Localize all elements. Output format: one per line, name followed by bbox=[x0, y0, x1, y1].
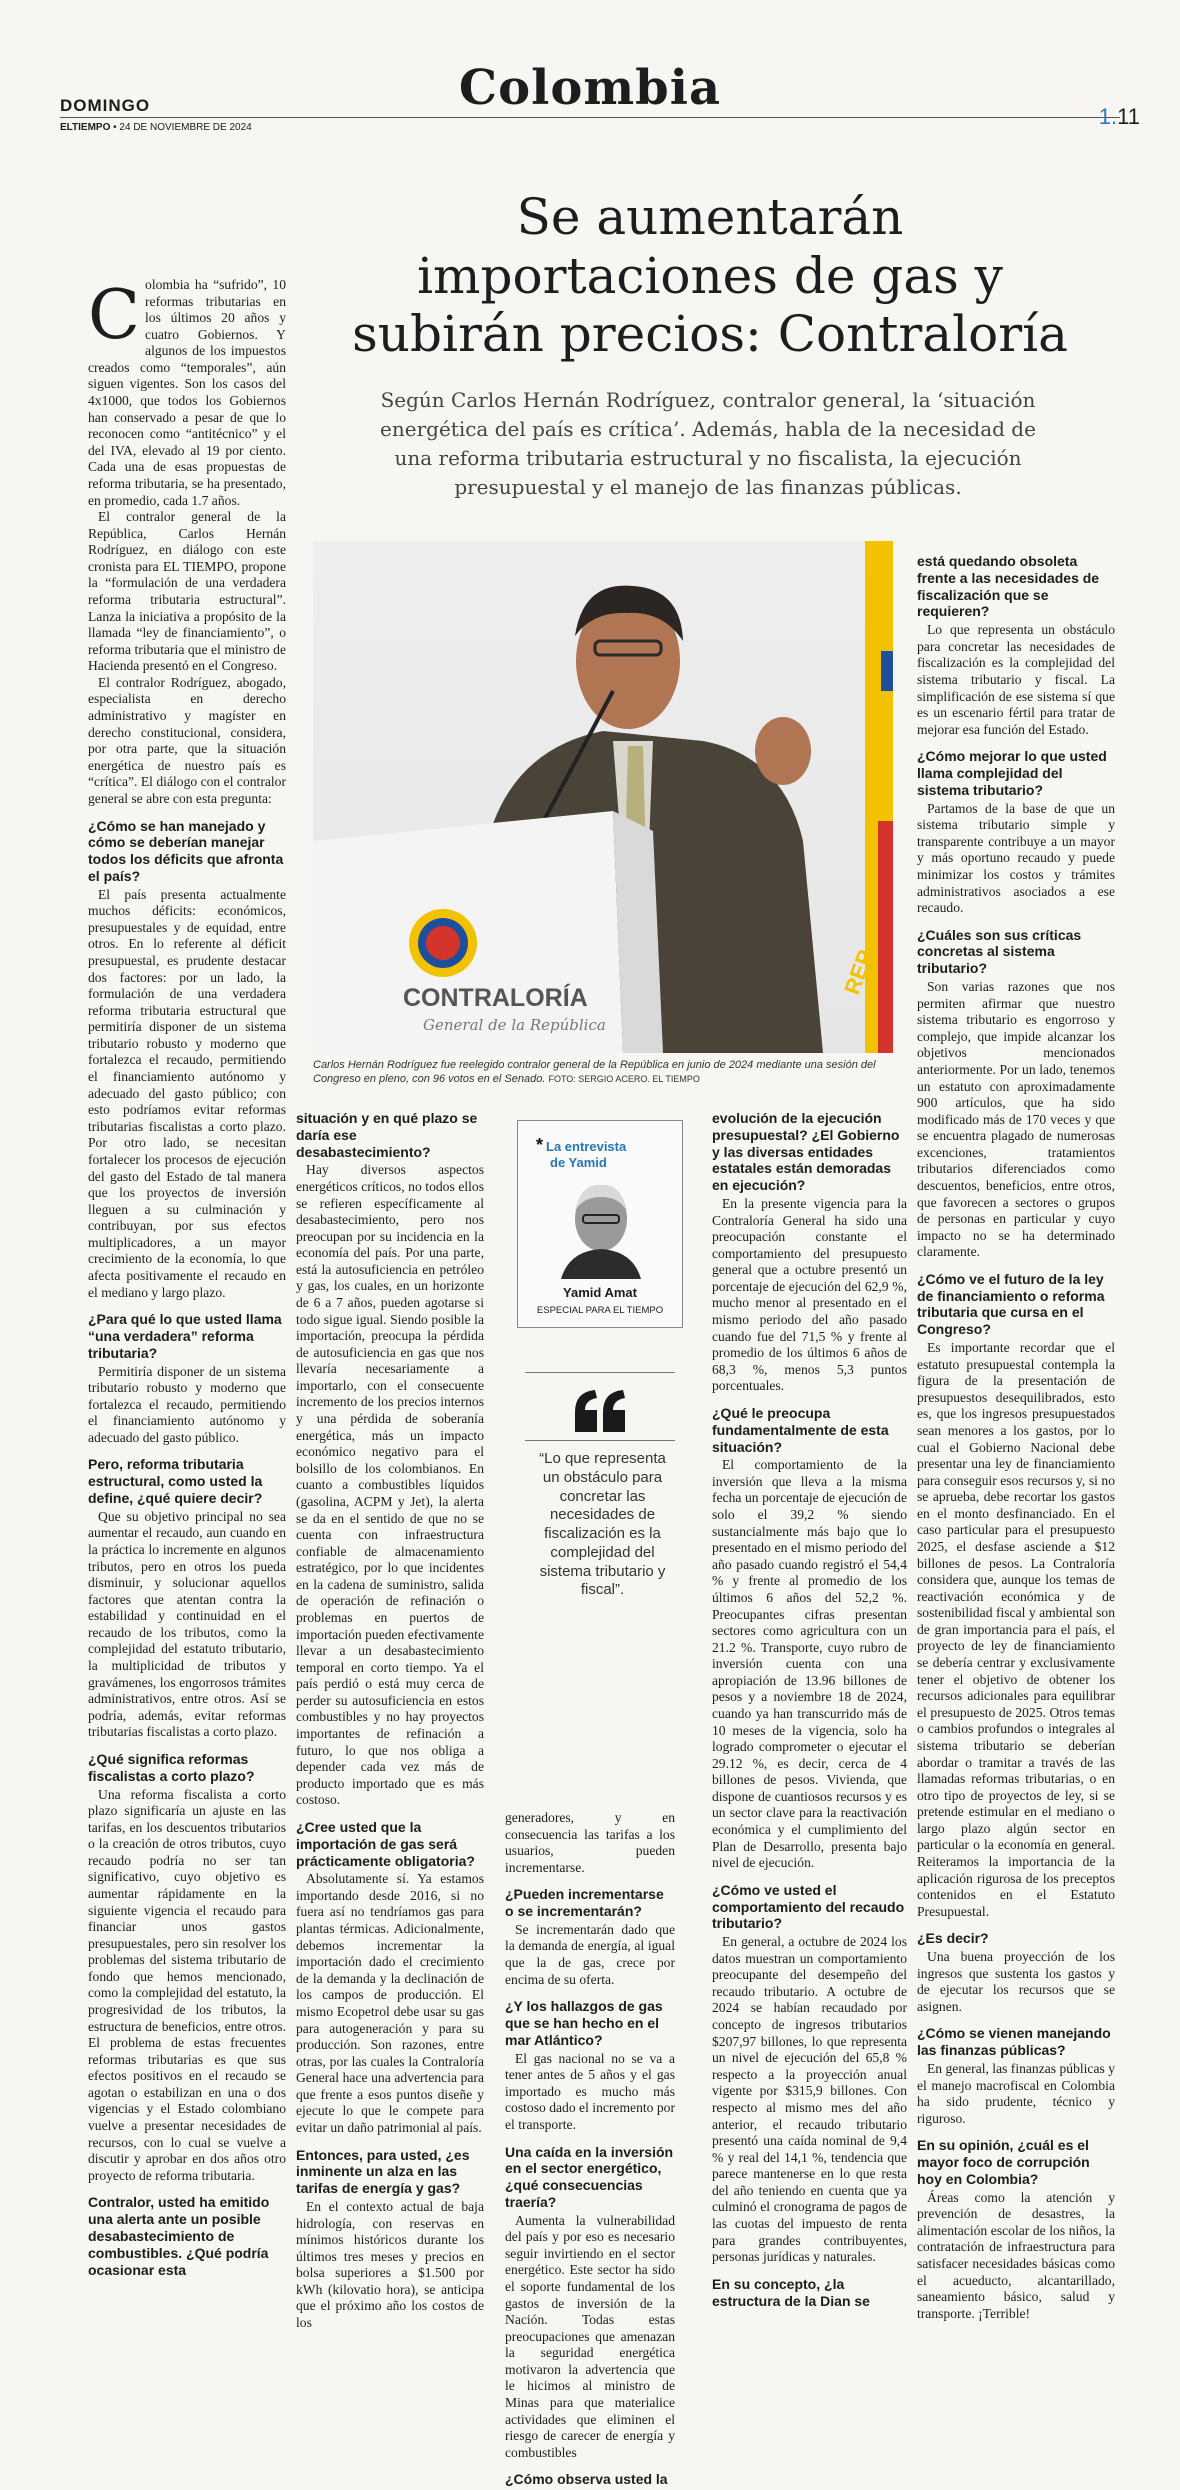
photo-caption bbox=[313, 1058, 903, 1087]
question: Pero, reforma tributaria estructural, como usted la define, ¿qué quiere decir? bbox=[88, 1456, 263, 1507]
answer: Permitiría disponer de un sistema tributario robusto y moderno que fortalezca el recaudo, permitiendo el financiamiento autónomo y adecuado del gasto público. bbox=[88, 1363, 286, 1445]
answer: En general, a octubre de 2024 los datos muestran un comportamiento preocupante del desempeño del recaudo tributario. A octubre de 2024 se habían recaudado por concepto de ingresos tributarios $207,97 billones, lo que representa un nivel de ejecución del 65,8 % respecto a la proyección anual vigente por $315,9 billones. Con respecto al mismo mes del año anterior, el recaudo tributario presentó una caída nominal de 9,4 % y real del 14,1 %, tendencia que parece mantenerse en lo que resta del año teniendo en cuenta que ya culminó el cronograma de pagos de las cuotas del impuesto de renta para grandes contribuyentes, personas jurídicas y naturales. bbox=[712, 1934, 907, 2265]
author-portrait bbox=[561, 1175, 641, 1279]
page-num: 11 bbox=[1117, 104, 1140, 129]
column-4 bbox=[712, 1110, 907, 2311]
page-number bbox=[1099, 104, 1140, 130]
answer: Lo que representa un obstáculo para concretar las necesidades de fiscalización es la complejidad del sistema tributario y fiscal. La simplificación de ese sistema sí que es un escenario fértil para tratar de mejorar esa función del Estado. bbox=[917, 622, 1115, 737]
headline: Se aumentarán importaciones de gas y subirán precios: Contraloría bbox=[352, 188, 1068, 363]
paragraph: El contralor Rodríguez, abogado, especialista en derecho administrativo y magíster en derecho constitucional, considera, por otra parte, que la situación energética de nuestro país es “crítica”. El diálogo con el contralor general se abre con esta pregunta: bbox=[88, 674, 286, 806]
question: ¿Qué significa reformas fiscalistas a corto plazo? bbox=[88, 1750, 255, 1784]
issue-date: • 24 DE NOVIEMBRE DE 2024 bbox=[110, 122, 252, 133]
drop-cap: C bbox=[88, 276, 141, 355]
answer: Hay diversos aspectos energéticos críticos, no todos ellos se refieren específicamente al desabastecimiento, pero nos preocupan por su incidencia en la economía del país. Por una parte, está la autosuficiencia en petróleo y gas, los cuales, en un horizonte de 6 a 7 años, pueden agotarse si todo sigue igual. Siendo posible la importación, preocupa la pérdida de autosuficiencia en gas que nos llevaría necesariamente a importarlo, con el consecuente incremento de los precios internos y una pérdida de soberanía energética, más un impacto económico negativo para el bolsillo de los colombianos. En cuanto a combustibles líquidos (gasolina, ACPM y Jet), la alerta se da en el sentido de que no se cuenta con infraestructura confiable de almacenamiento estratégico, por lo que incidentes en la cadena de suministro, salida de operación de refinación o problemas en puertos de importación pueden efectivamente llevar a un desabastecimiento temporal en corto tiempo. Ya el país perdió o está muy cerca de perder su autosuficiencia en estos combustibles y no hay proyectos importantes de refinación a futuro, lo que nos obliga a depender cada vez más de producto importado que es más costoso. bbox=[296, 1162, 484, 1808]
answer: En el contexto actual de baja hidrología, con reservas en mínimos históricos durante los últimos tres meses y precios en bolsa superiores a $1.500 por kWh (kilovatio hora), se anticipa que el próximo año los costos de los bbox=[296, 2198, 484, 2331]
answer: Que su objetivo principal no sea aumentar el recaudo, aun cuando en la práctica lo incremente en algunos tributos, pero en otros los pueda disminuir, y solucionar aquellos factores que atentan contra la estabilidad y continuidad en el recaudo de los tributos, como la complejidad del estatuto tributario, la multiplicidad de tributos y gravámenes, los engorrosos trámites administrativos, entre otros. Así se podría, además, evitar reformas tributarias fiscalistas a corto plazo. bbox=[88, 1508, 286, 1740]
quote-rule-mid bbox=[525, 1440, 675, 1441]
question: ¿Cómo mejorar lo que usted llama complejidad del sistema tributario? bbox=[917, 748, 1107, 798]
lead-paragraph bbox=[88, 277, 286, 509]
interview-tag bbox=[536, 1135, 626, 1171]
dateline bbox=[60, 122, 252, 133]
question: evolución de la ejecución presupuestal? ¿El Gobierno y las diversas entidades estatales están demoradas en ejecución? bbox=[712, 1110, 900, 1194]
paragraph: El contralor general de la República, Carlos Hernán Rodríguez, en diálogo con este cronista para EL TIEMPO, propone la “formulación de una verdadera reforma tributaria estructural”. Lanza la iniciativa a propósito de la llamada “ley de financiamiento”, o reforma tributaria que el ministro de Hacienda presentó en el Congreso. bbox=[88, 509, 286, 674]
page-section: 1. bbox=[1098, 104, 1118, 129]
flag-blue bbox=[881, 651, 893, 691]
answer: Son varias razones que nos permiten afirmar que nuestro sistema tributario es engorroso y complejo, que impide alcanzar los objetivos mencionados anteriormente. Por un lado, tenemos un estatuto con aproximadamente 900 artículos, que ha sido modificado más de 170 veces y que se encuentra plagado de numerosas excenciones, tratamientos tributarios diferenciados como descuentos, beneficios, entre otros, que favorecen a sectores o grupos de personas en particular y cuyo impacto no se ha determinado claramente. bbox=[917, 979, 1115, 1260]
question: está quedando obsoleta frente a las necesidades de fiscalización que se requieren? bbox=[917, 553, 1100, 620]
question: Contralor, usted ha emitido una alerta ante un posible desabastecimiento de combustibles. ¿Qué podría ocasionar esta bbox=[88, 2194, 270, 2278]
answer: Una buena proyección de los ingresos que sustenta los gastos y de ejecutar los recursos que se asignen. bbox=[917, 1949, 1115, 2014]
answer: En la presente vigencia para la Contraloría General ha sido una preocupación constante el comportamiento del presupuesto general que a octubre presentó un porcentaje de ejecución del 62,9 %, mucho menor al presentado en el mismo periodo del año pasado cuando fue del 71,5 % y frente al promedio de los últimos 6 años de 68,3 %, menos 5,3 puntos porcentuales. bbox=[712, 1195, 907, 1394]
answer: Aumenta la vulnerabilidad del país y por eso es necesario seguir invirtiendo en el sector energético. Este sector ha sido el soporte fundamental de los gastos de inversión de la Nación. Todas estas preocupaciones que amenazan la seguridad energética motivaron la advertencia que le hicimos al ministro de Minas para que materialice actividades que eliminen el riesgo de carecer de energía y combustibles bbox=[505, 2212, 675, 2460]
column-5 bbox=[917, 553, 1115, 2322]
pull-quote: “Lo que representa un obstáculo para concretar las necesidades de fiscalización es la complejidad del sistema tributario y fiscal”. bbox=[539, 1450, 666, 1599]
paper-name: ELTIEMPO bbox=[60, 122, 111, 133]
answer: En general, las finanzas públicas y el manejo macrofiscal en Colombia ha sido prudente, técnico y riguroso. bbox=[917, 2061, 1115, 2126]
question: ¿Cuáles son sus críticas concretas al sistema tributario? bbox=[917, 926, 1082, 977]
flag-red bbox=[878, 821, 893, 1053]
question: ¿Para qué lo que usted llama “una verdadera” reforma tributaria? bbox=[88, 1311, 282, 1361]
answer: Se incrementarán dado que la demanda de energía, al igual que la de gas, crece por encima de su oferta. bbox=[505, 1921, 675, 1987]
answer: El comportamiento de la inversión que lleva a la misma fecha un porcentaje de ejecución de solo el 39,2 % siendo sustancialmente más bajo que lo presentado en el mismo periodo del año pasado cuando registró el 54,4 % y frente al promedio de los últimos 6 años del 52,2 %. Preocupantes cifras presentan sectores como agricultura con un 21.2 %. Transporte, cuyo rubro de inversión cuenta con una apropiación de 13.96 billones de pesos y a noviembre 18 de 2024, cuando ya han transcurrido más de 10 meses de la vigencia, solo ha logrado comprometer o ejecutar el 29.12 %, es decir, cerca de 4 billones de pesos. Vivienda, que dispone de cuantiosos recursos y es un sector clave para la reactivación económica y el cumplimiento del Plan de Desarrollo, presenta bajo nivel de ejecución. bbox=[712, 1457, 907, 1871]
question: ¿Cómo ve el futuro de la ley de financiamiento o reforma tributaria que cursa en el Congreso? bbox=[917, 1270, 1105, 1338]
logo-word: CONTRALORÍA bbox=[403, 984, 588, 1012]
quote-rule-top bbox=[525, 1372, 675, 1373]
question: ¿Y los hallazgos de gas que se han hecho en el mar Atlántico? bbox=[505, 1998, 663, 2048]
logo-core bbox=[426, 926, 460, 960]
interview-tag-line2: de Yamid bbox=[550, 1154, 607, 1170]
answer: Es importante recordar que el estatuto presupuestal contempla la figura de la presentación de presupuestos desequilibrados, esto es, que los ingresos presupuestados sean menores a los gastos, por lo cual el Gobierno Nacional debe presentar una ley de financiamiento para conseguir esos recursos y, si no se aprueba, debe recortar los gastos en el monto desfinanciado. En el caso particular para el presupuesto 2025, el desfase asciende a $12 billones de pesos. La Contraloría considera que, aunque los temas de reactivación económica y de sostenibilidad fiscal y ambiental son de gran importancia para el país, el proyecto de ley de financiamiento se debería centrar y exclusivamente tener el objetivo de obtener los recursos adicionales para equilibrar el presupuesto de 2025. Otros temas o cambios profundos o integrales al sistema tributario se deberían abordar o tramitar a través de las llamadas reformas tributarias, o en otro tipo de proyectos de ley, si se pretende estimular en el mediano o largo plazo algún sector en particular o la economía en general. Reiteramos la importancia de la aplicación rigurosa de los preceptos contenidos en el Estatuto Presupuestal. bbox=[917, 1340, 1115, 1919]
question: ¿Cómo se vienen manejando las finanzas públicas? bbox=[917, 2025, 1111, 2059]
asterisk-icon: * bbox=[536, 1135, 544, 1155]
section-title: Colombia bbox=[458, 60, 722, 116]
question: Una caída en la inversión en el sector energético, ¿qué consecuencias traería? bbox=[505, 2143, 674, 2210]
answer: Partamos de la base de que un sistema tributario simple y transparente contribuye a un mayor y más oportuno recaudo y puede minimizar los costos y trámites administrativos asociados a ese recaudo. bbox=[917, 800, 1115, 916]
answer: Una reforma fiscalista a corto plazo significaría un ajuste en las tarifas, en los descuentos tributarios o la creación de otros tributos, cuyo recaudo podría no ser tan significativo, cuyo objetivo es aumentar rápidamente en la siguiente vigencia el recaudo para financiar unos gastos presupuestales, pero sin resolver los problemas del sistema tributario de fondo que hemos mencionado, como la complejidad del estatuto, la progresividad de los tributos, la estructura de beneficios, entre otros. El problema de estas frecuentes reformas tributarias es que sus efectos positivos en el recaudo se agotan o estabilizan en una o dos vigencias y el Estado colombiano vuelve a presentar necesidades de recursos, con lo cual se vuelve a discutir y aprobar en dos años otro proyecto de reforma tributaria. bbox=[88, 1786, 286, 2183]
deck: Según Carlos Hernán Rodríguez, contralor general, la ‘situación energética del país es crítica’. Además, habla de la necesidad de una reforma tributaria estructural y no fiscalista, la ejecución presupuestal y el manejo de las finanzas públicas. bbox=[380, 388, 1036, 499]
day-label: DOMINGO bbox=[60, 96, 151, 115]
author-name: Yamid Amat bbox=[563, 1285, 637, 1300]
masthead-rule bbox=[60, 117, 1120, 118]
caption-text: Carlos Hernán Rodríguez fue reelegido contralor general de la República en junio de 2024 mediante una sesión del Congreso en pleno, con 96 votos en el Senado. bbox=[313, 1059, 876, 1086]
photo-illustration bbox=[313, 541, 893, 1053]
question: En su concepto, ¿la estructura de la Dian se bbox=[712, 2275, 870, 2309]
answer: El gas nacional no se va a tener antes de 5 años y el gas importado es mucho más costoso dado el incremento por el transporte. bbox=[505, 2050, 675, 2132]
quote-mark-icon bbox=[573, 1388, 629, 1434]
question: ¿Qué le preocupa fundamentalmente de esta situación? bbox=[712, 1404, 889, 1455]
question: ¿Cómo ve usted el comportamiento del recaudo tributario? bbox=[712, 1881, 905, 1932]
interview-box bbox=[517, 1120, 683, 1328]
article-photo bbox=[313, 541, 893, 1053]
lead-text: olombia ha “sufrido”, 10 reformas tributarias en los últimos 20 años y cuatro Gobiernos. Y algunos de los impuestos creados como “temporales”, aún siguen vigentes. Son los casos del 4x1000, que todos los Gobiernos han conservado a pesar de que lo reconocen como “antitécnico” y el del IVA, elevado al 19 por ciento. Cada una de esas propuestas de reforma tributaria, se ha presentado, en promedio, cada 1.7 años. bbox=[88, 277, 286, 508]
author-role: ESPECIAL PARA EL TIEMPO bbox=[536, 1305, 664, 1316]
column-1 bbox=[88, 277, 286, 2280]
answer: Absolutamente sí. Ya estamos importando desde 2016, si no fuera así no tendríamos gas para plantas térmicas. Adicionalmente, debemos incrementar la importación dado el crecimiento de la demanda y la declinación de los campos de producción. El mismo Ecopetrol debe usar su gas para autogeneración y para su producción. Son razones, entre otras, por las cuales la Contraloría General hace una advertencia para que frente a esos puntos diseñe y ejecute lo que le compete para evitar un daño patrimonial al país. bbox=[296, 1871, 484, 2135]
photo-credit: FOTO: SERGIO ACERO. EL TIEMPO bbox=[548, 1074, 700, 1085]
question: ¿Cómo se han manejado y cómo se deberían manejar todos los déficits que afronta el país? bbox=[88, 817, 284, 884]
question: ¿Cómo observa usted la bbox=[505, 2471, 668, 2488]
column-3 bbox=[505, 1810, 675, 2490]
answer: generadores, y en consecuencia las tarifas a los usuarios, pueden incrementarse. bbox=[505, 1810, 675, 1875]
hand bbox=[755, 717, 811, 785]
interview-tag-line1: La entrevista bbox=[546, 1139, 627, 1154]
question: ¿Pueden incrementarse o se incrementarán? bbox=[505, 1886, 664, 1920]
question: ¿Cree usted que la importación de gas será prácticamente obligatoria? bbox=[296, 1818, 475, 1869]
flag-text: REP bbox=[839, 946, 879, 998]
question: situación y en qué plazo se daría ese desabastecimiento? bbox=[296, 1110, 478, 1160]
question: Entonces, para usted, ¿es inminente un alza en las tarifas de energía y gas? bbox=[296, 2146, 470, 2197]
question: En su opinión, ¿cuál es el mayor foco de corrupción hoy en Colombia? bbox=[917, 2137, 1090, 2187]
logo-sub: General de la República bbox=[423, 1016, 606, 1034]
question: ¿Es decir? bbox=[917, 1930, 989, 1947]
answer: Áreas como la atención y prevención de desastres, la alimentación escolar de los niños, la contratación de infraestructura para satisfacer necesidades básicas como el acueducto, alcantarillado, saneamiento básico, salud y transporte. ¡Terrible! bbox=[917, 2189, 1115, 2321]
answer: El país presenta actualmente muchos déficits: económicos, presupuestales y de equidad, entre otros. En lo referente al déficit presupuestal, es prudente destacar dos factores: por un lado, la formulación de una verdadera reforma tributaria estructural que permitiría disponer de un sistema tributario robusto y moderno que fortalezca el recaudo, permitiendo el financiamiento autónomo y adecuado del gasto público; con esto podríamos evitar reformas tributarias fiscalistas a corto plazo. Por otro lado, se necesitan fortalecer los procesos de ejecución del gasto del Estado de tal manera que los proyectos de inversión lleguen a su culminación y contribuyan, por sus efectos multiplicadores, a un mayor crecimiento de la economía, lo que afecta positivamente el recaudo en el mediano y largo plazo. bbox=[88, 886, 286, 1300]
column-2 bbox=[296, 1110, 484, 2332]
